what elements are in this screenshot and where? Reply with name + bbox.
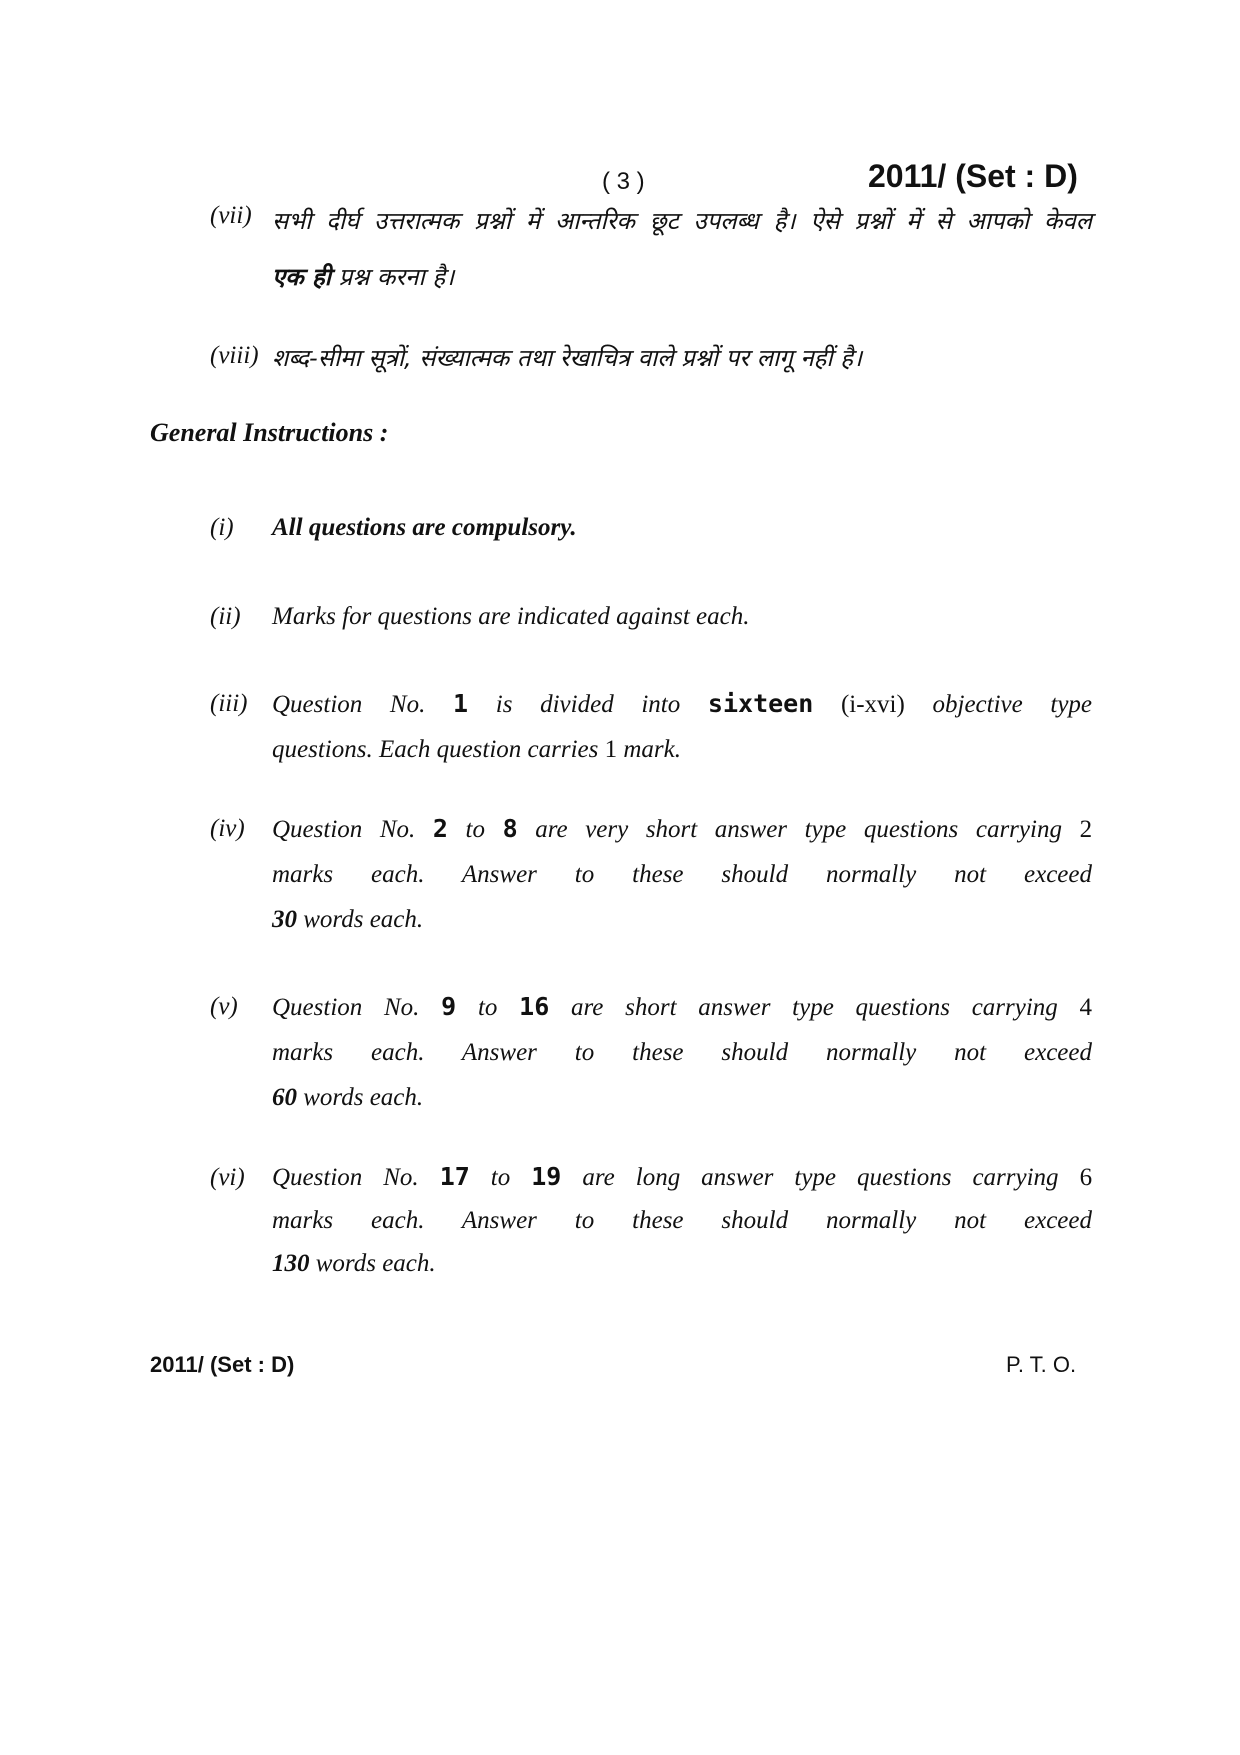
item-number: (vii) (210, 202, 252, 229)
item-line (272, 1242, 1092, 1285)
question-number: 19 (531, 1162, 562, 1191)
item-line: Marks for questions are indicated against each. (272, 603, 750, 630)
item-line (272, 1075, 1092, 1120)
question-number: 9 (441, 992, 457, 1021)
word-limit: 30 (272, 906, 297, 933)
item-line (272, 249, 1092, 305)
text-fragment: questions. Each question carries (272, 736, 599, 763)
item-number: (i) (210, 514, 234, 541)
mark-count: 2 (1079, 816, 1093, 843)
text-fragment: Question No. (272, 816, 416, 843)
item-text (272, 681, 1092, 772)
text-fragment: are long answer type questions carrying (582, 1164, 1059, 1191)
item-line: All questions are compulsory. (272, 514, 577, 541)
item-line: marks each. Answer to these should normally not exceed (272, 1039, 1092, 1066)
item-text (272, 1155, 1092, 1285)
text-fragment: are very short answer type questions carrying (535, 816, 1062, 843)
text-fragment: mark. (623, 736, 681, 763)
emphasis-text: sixteen (707, 689, 814, 718)
item-text (272, 505, 1092, 550)
item-number: (iii) (210, 690, 248, 717)
text-fragment: Question No. (272, 1164, 419, 1191)
item-line-rest: प्रश्न करना है। (331, 263, 455, 291)
item-number: (viii) (210, 342, 259, 369)
item-number: (vi) (210, 1164, 245, 1191)
word-limit: 60 (272, 1084, 297, 1111)
general-instructions-heading: General Instructions : (150, 418, 389, 447)
mark-count: 4 (1079, 994, 1093, 1021)
item-line: marks each. Answer to these should normally not exceed (272, 861, 1092, 888)
word-limit: 130 (272, 1250, 310, 1277)
text-fragment: to (490, 1164, 511, 1191)
text-fragment: Question No. (272, 994, 420, 1021)
item-text (272, 806, 1092, 942)
text-fragment: words each. (303, 1084, 424, 1111)
text-fragment: words each. (315, 1250, 436, 1277)
item-text (272, 333, 1092, 383)
item-line (272, 897, 1092, 942)
text-fragment: is divided into (495, 691, 681, 718)
item-line (272, 681, 1092, 727)
text-fragment: are short answer type questions carrying (570, 994, 1058, 1021)
item-line: marks each. Answer to these should normally not exceed (272, 1207, 1092, 1234)
emphasis-text: एक ही (272, 263, 332, 291)
pto-label: P. T. O. (1006, 1352, 1077, 1377)
text-fragment: (i-xvi) (840, 691, 905, 718)
item-line (272, 984, 1092, 1030)
item-line: शब्द-सीमा सूत्रों, संख्यात्मक तथा रेखाचित्र वाले प्रश्नों पर लागू नहीं है। (272, 344, 863, 372)
question-number: 17 (439, 1162, 470, 1191)
page-number: ( 3 ) (602, 168, 645, 195)
text-fragment: objective type (932, 691, 1093, 718)
question-number: 1 (453, 689, 469, 718)
item-text (272, 594, 1092, 639)
mark-count: 1 (604, 736, 618, 763)
item-number: (v) (210, 993, 238, 1020)
item-text (272, 984, 1092, 1120)
text-fragment: words each. (303, 906, 424, 933)
set-code-footer: 2011/ (Set : D) (150, 1352, 295, 1377)
mark-count: 6 (1079, 1164, 1093, 1191)
text-fragment: to (465, 816, 485, 843)
text-fragment: Question No. (272, 691, 426, 718)
item-line (272, 1155, 1092, 1199)
set-code-header: 2011/ (Set : D) (868, 158, 1078, 194)
item-line: सभी दीर्घ उत्तरात्मक प्रश्नों में आन्तरिक छूट उपलब्ध है। ऐसे प्रश्नों में से आपको केवल (272, 207, 1092, 235)
text-fragment: to (477, 994, 498, 1021)
item-text (272, 193, 1092, 305)
item-line (272, 727, 1092, 772)
question-number: 2 (432, 814, 448, 843)
item-number: (ii) (210, 603, 241, 630)
question-number: 8 (502, 814, 518, 843)
question-number: 16 (519, 992, 550, 1021)
item-number: (iv) (210, 815, 245, 842)
item-line (272, 806, 1092, 852)
